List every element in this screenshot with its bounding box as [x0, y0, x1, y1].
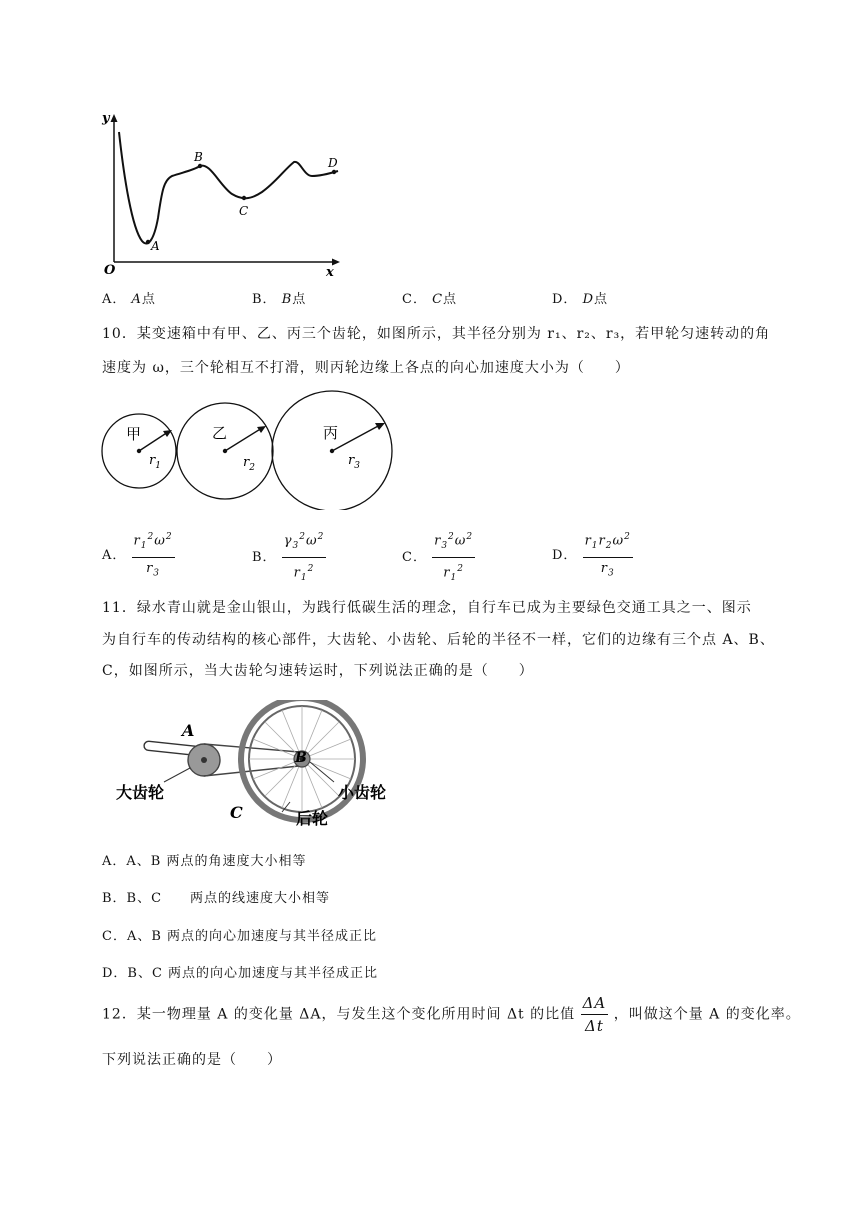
label-big-gear: 大齿轮 — [116, 783, 165, 802]
q11-option-c: C．A、B 两点的向心加速度与其半径成正比 — [102, 929, 378, 944]
q10-option-b-formula: $\frac{\gamma_3^2\omega^2}{r_1^2}$ — [282, 528, 327, 587]
point-b-label: B — [194, 150, 203, 164]
q10-option-a-formula: $\frac{r_1^2\omega^2}{r_3}$ — [132, 528, 175, 583]
q10-option-d-formula: $\frac{r_1r_2\omega^2}{r_3}$ — [583, 528, 633, 583]
x-axis-label: x — [326, 265, 334, 278]
label-b: B — [295, 750, 307, 766]
q11-line-2: 为自行车的传动结构的核心部件，大齿轮、小齿轮、后轮的半径不一样，它们的边缘有三个点 A、B、 — [102, 632, 775, 648]
q10-option-a: A． $\frac{r_1^2\omega^2}{r_3}$ — [102, 528, 175, 583]
point-d-label: D — [328, 156, 338, 170]
point-a-dot — [146, 240, 150, 244]
gear-yi-radius-label: $r_2$ — [243, 455, 255, 473]
q11-line-3: C，如图所示，当大齿轮匀速转运时，下列说法正确的是（ ） — [102, 663, 534, 679]
label-small-gear: 小齿轮 — [338, 783, 387, 802]
q12-line-1: 12．某一物理量 A 的变化量 ΔA，与发生这个变化所用时间 Δt 的比值 $\frac{\Delta A}{\Delta t}$ ，叫做这个量 A 的变化率。 — [102, 994, 801, 1035]
point-d-dot — [332, 170, 336, 174]
q10-option-d: D． $\frac{r_1r_2\omega^2}{r_3}$ — [552, 528, 633, 583]
q9-option-d: D． D点 — [552, 292, 609, 307]
radius-arrow-3 — [332, 425, 380, 451]
q10-line-1: 10．某变速箱中有甲、乙、丙三个齿轮，如图所示，其半径分别为 r₁、r₂、r₃，若甲轮匀速转动的角 — [102, 326, 771, 342]
radius-arrow-1 — [139, 432, 168, 451]
q10-line-2: 速度为 ω，三个轮相互不打滑，则丙轮边缘上各点的向心加速度大小为（ ） — [102, 360, 630, 376]
q11-line-1: 11．绿水青山就是金山银山，为践行低碳生活的理念，自行车已成为主要绿色交通工具之一、图示 — [102, 600, 752, 616]
potential-curve — [119, 132, 338, 243]
point-a-label: A — [151, 239, 160, 253]
q10-option-b: B． $\frac{\gamma_3^2\omega^2}{r_1^2}$ — [252, 528, 326, 587]
q9-option-a: A． A点 — [102, 292, 156, 307]
q10-option-c: C． $\frac{r_3^2\omega^2}{r_1^2}$ — [402, 528, 475, 587]
gear-yi-label: 乙 — [212, 424, 228, 442]
q10-option-c-formula: $\frac{r_3^2\omega^2}{r_1^2}$ — [432, 528, 475, 587]
gear-bing-label: 丙 — [323, 424, 339, 442]
radius-arrow-2 — [225, 428, 262, 451]
gear-bing-radius-label: $r_3$ — [348, 453, 360, 471]
q11-option-d: D．B、C 两点的向心加速度与其半径成正比 — [102, 966, 379, 981]
point-b-dot — [198, 164, 202, 168]
q9-option-c: C． C点 — [402, 292, 458, 307]
point-c-dot — [242, 196, 246, 200]
q9-graph — [98, 108, 348, 278]
q10-gears-figure — [98, 386, 424, 510]
q9-option-b: B． B点 — [252, 292, 307, 307]
gear-jia-radius-label: $r_1$ — [149, 453, 161, 471]
point-c-label: C — [239, 204, 249, 218]
label-rear-wheel: 后轮 — [296, 809, 329, 828]
y-axis-arrow — [111, 114, 118, 122]
q12-line-2: 下列说法正确的是（ ） — [102, 1052, 282, 1068]
gear-jia-label: 甲 — [126, 425, 142, 443]
label-a: A — [182, 721, 195, 740]
origin-label: O — [104, 263, 116, 278]
q12-rate-fraction: $\frac{\Delta A}{\Delta t}$ — [582, 994, 607, 1035]
q11-option-b: B．B、C 两点的线速度大小相等 — [102, 891, 331, 906]
q11-option-a: A．A、B 两点的角速度大小相等 — [102, 854, 307, 869]
y-axis-label: y — [102, 111, 110, 126]
label-c: C — [230, 803, 243, 822]
q11-bicycle-figure — [112, 700, 402, 828]
